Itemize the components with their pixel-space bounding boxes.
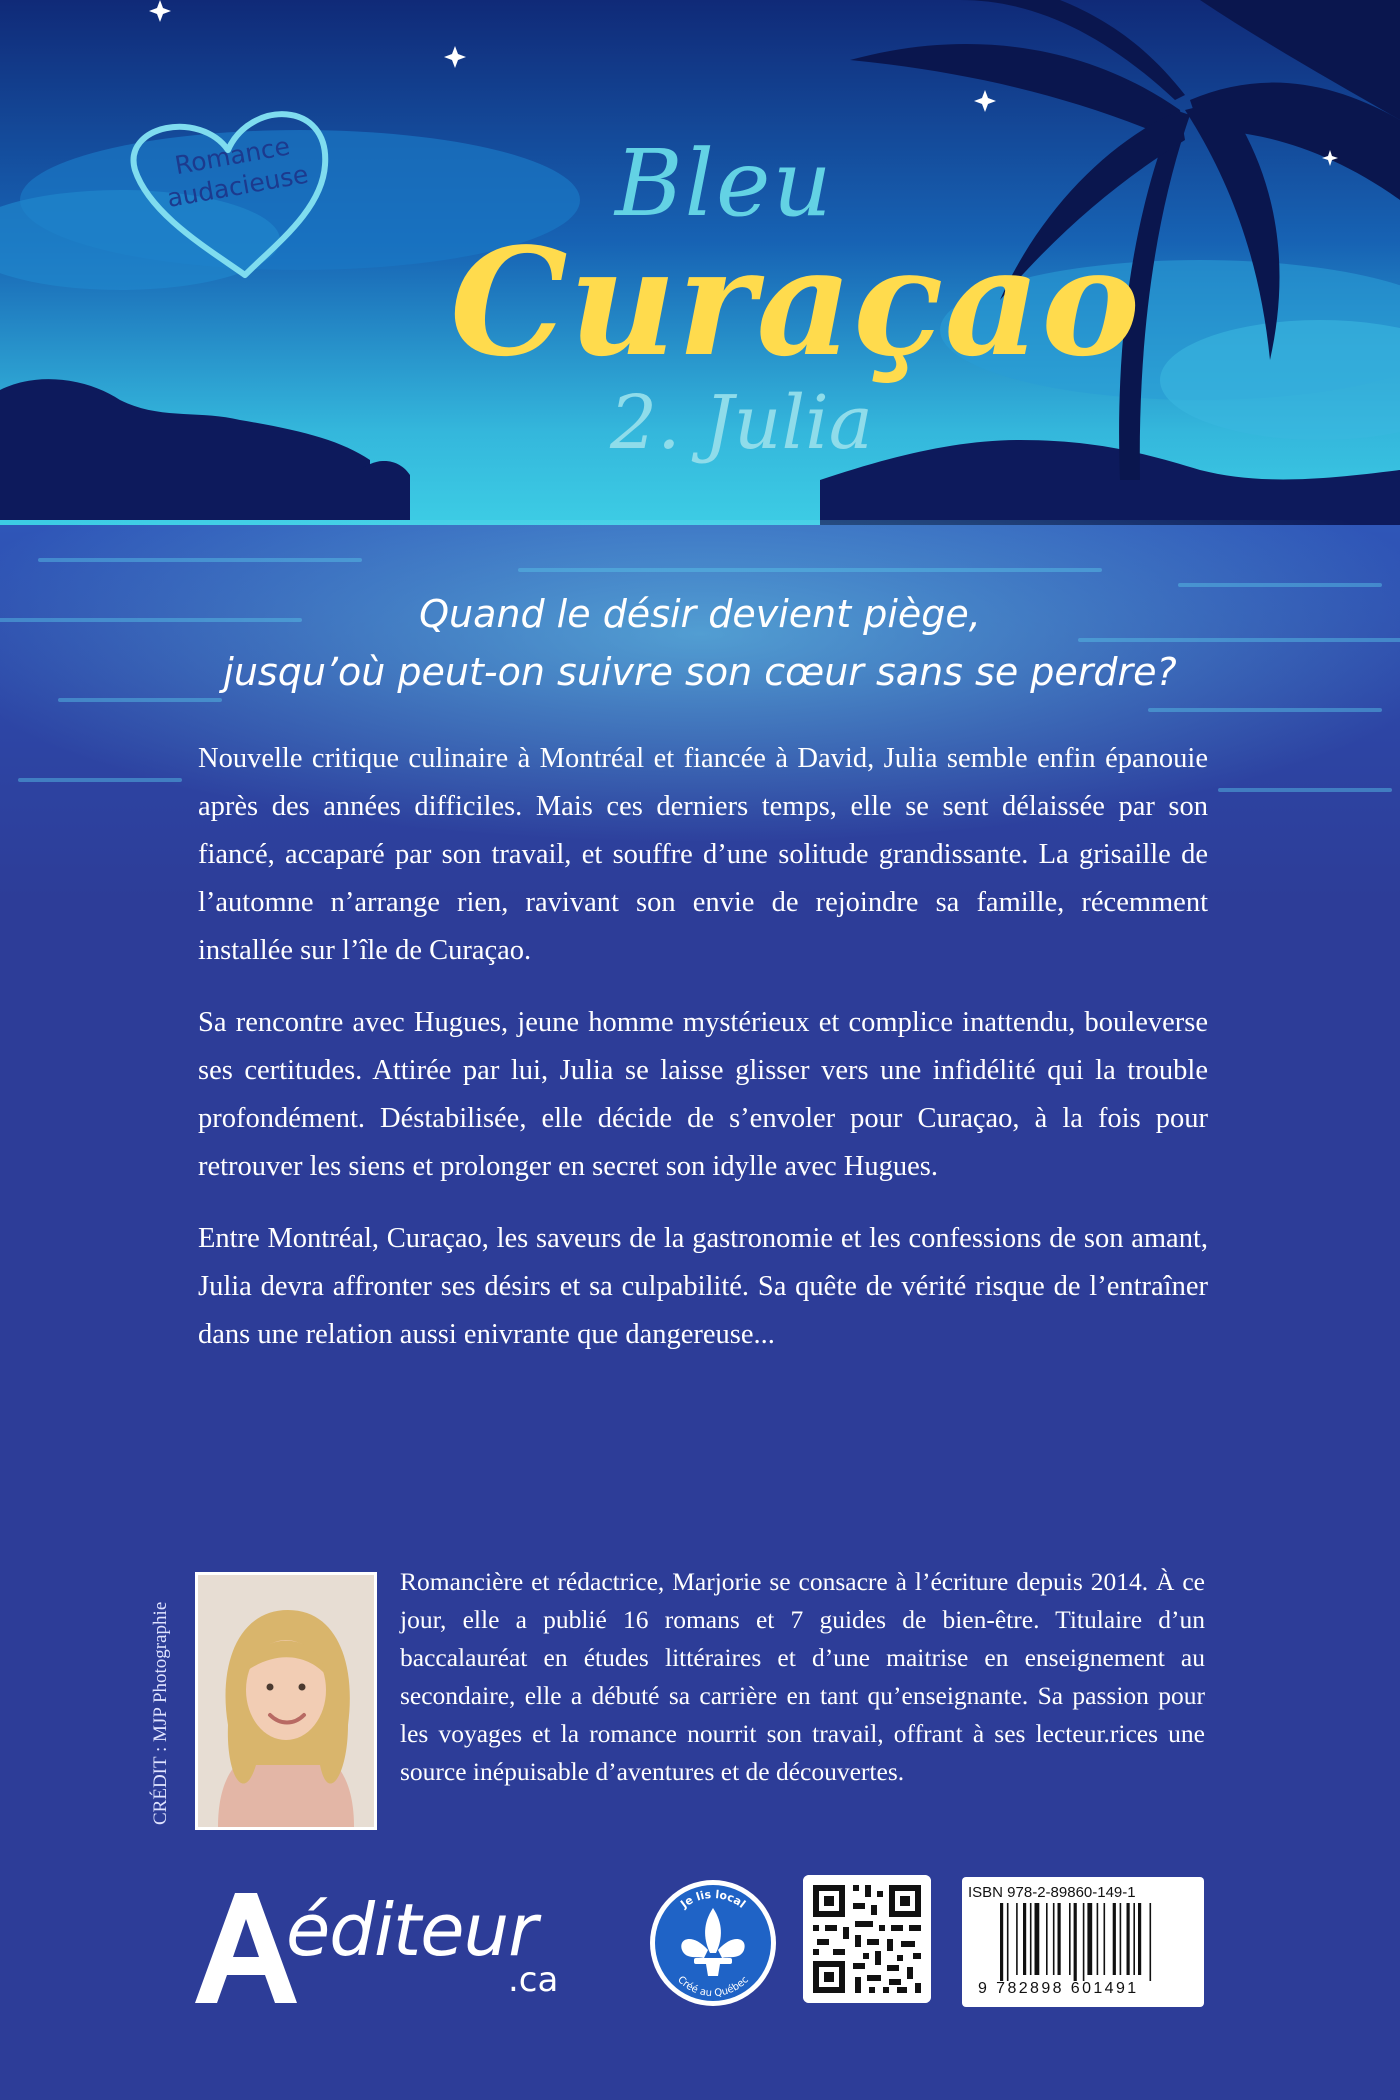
barcode-bars — [1000, 1903, 1196, 1981]
barcode-bar — [1127, 1903, 1130, 1975]
barcode-bar — [1087, 1903, 1092, 1975]
publisher-name: éditeur — [286, 1888, 537, 1972]
tagline-line-2: jusqu’où peut-on suivre son cœur sans se perdre? — [223, 650, 1177, 694]
barcode-bar — [1069, 1903, 1071, 1975]
barcode-bar — [1030, 1903, 1032, 1975]
barcode-bar — [1097, 1903, 1099, 1975]
qr-code[interactable] — [803, 1875, 931, 2003]
tagline-line-1: Quand le désir devient piège, — [419, 592, 981, 636]
barcode-bar — [1058, 1903, 1061, 1975]
isbn-label: ISBN 978-2-89860-149-1 — [968, 1884, 1136, 1901]
barcode-bar — [1083, 1903, 1085, 1981]
isbn-digits: 9 782898 601491 — [978, 1980, 1139, 1997]
synopsis-paragraph-1: Nouvelle critique culinaire à Montréal et fiancée à David, Julia semble enfin épanouie après des années difficiles. Mais ces derniers temps, elle se sent délaissée par son fiancé, accaparé par son travail, et souffre d’une solitude grandissante. La grisaille de l’automne n’arrange rien, ravivant son envie de rejoindre sa famille, récemment installée sur l’île de Curaçao. — [198, 743, 1208, 966]
barcode-bar — [1120, 1903, 1122, 1975]
genre-badge-text: Romance audacieuse — [164, 131, 311, 213]
barcode-bar — [1023, 1903, 1026, 1975]
barcode-bar — [1133, 1903, 1135, 1975]
seal-top-text: Je lis local — [678, 1887, 748, 1911]
je-lis-local-seal — [648, 1878, 778, 2008]
synopsis-paragraph-2: Sa rencontre avec Hugues, jeune homme mystérieux et complice inattendu, bouleverse ses certitudes. Attirée par lui, Julia se laisse glisser vers une infidélité qui la trouble profondément. Déstabilisée, elle décide de s’envoler pour Curaçao, à la fois pour retrouver les siens et prolonger en secret son idylle avec Hugues. — [198, 1007, 1208, 1182]
title-line-bleu: Bleu — [615, 130, 834, 237]
tagline — [0, 585, 1400, 701]
barcode-bar — [1150, 1903, 1152, 1981]
barcode-bar — [1104, 1903, 1106, 1975]
volume-subtitle: 2. Julia — [610, 380, 873, 466]
author-photo — [195, 1572, 377, 1830]
barcode-bar — [1046, 1903, 1048, 1975]
title-main: Curaçao — [450, 215, 1141, 389]
seal-bottom-text: Créé au Québec — [675, 1974, 751, 2000]
barcode-bar — [1035, 1903, 1040, 1975]
author-bio: Romancière et rédactrice, Marjorie se consacre à l’écriture depuis 2014. À ce jour, elle a publié 16 romans et 7 guides de bien-être. Titulaire d’un baccalauréat en études littéraires et d’une maitrise en enseignement au secondaire, elle a débuté sa carrière en tant qu’enseignante. Sa passion pour les voyages et la romance nourrit son travail, offrant à ses lecteur.rices une source inépuisable d’aventures et de découvertes. — [400, 1567, 1205, 1786]
barcode-bar — [1000, 1903, 1003, 1981]
barcode-bar — [1113, 1903, 1116, 1975]
barcode-bar — [1138, 1903, 1141, 1975]
barcode-bar — [1074, 1903, 1077, 1981]
barcode-bar — [1053, 1903, 1055, 1975]
photo-credit: CRÉDIT : MJP Photographie — [150, 1601, 171, 1825]
synopsis-paragraph-3: Entre Montréal, Curaçao, les saveurs de la gastronomie et les confessions de son amant, Julia devra affronter ses désirs et sa culpabilité. Sa quête de vérité risque de l’entraîner dans une relation aussi enivrante que dangereuse... — [198, 1223, 1208, 1350]
synopsis — [198, 735, 1208, 1383]
publisher-domain: .ca — [508, 1960, 559, 2000]
barcode-bar — [1007, 1903, 1009, 1981]
barcode-bar — [1016, 1903, 1018, 1975]
